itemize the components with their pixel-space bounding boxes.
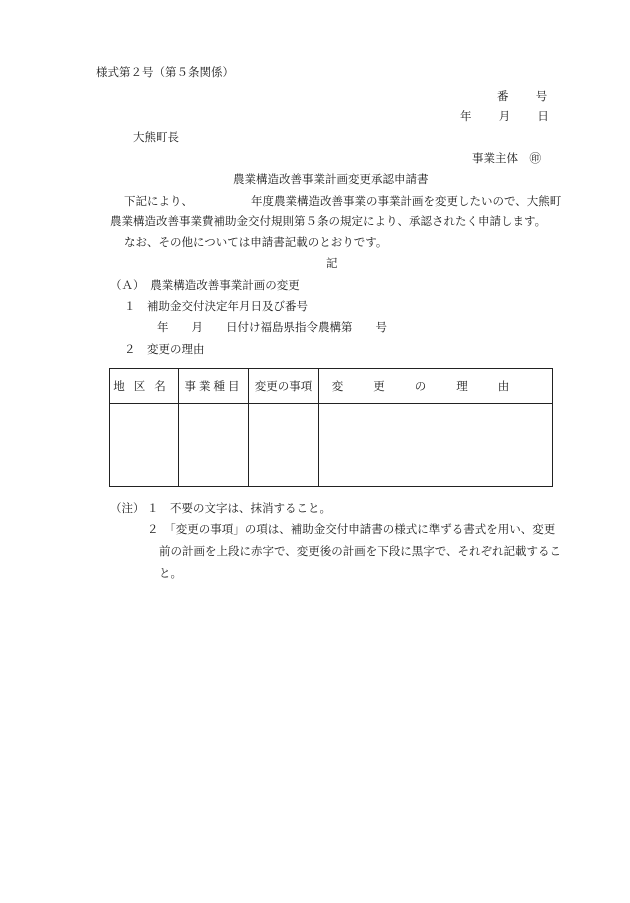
- form-number: 様式第２号（第５条関係）: [96, 65, 234, 79]
- body-line1-prefix: 下記により、: [124, 194, 193, 208]
- item2-label: ２ 変更の理由: [124, 342, 205, 356]
- note-1: １ 不要の文字は、抹消すること。: [147, 501, 331, 515]
- section-a-heading: （Ａ） 農業構造改善事業計画の変更: [110, 278, 300, 292]
- table-row: [110, 404, 553, 487]
- table-header-row: [110, 369, 553, 404]
- item1-label: １ 補助金交付決定年月日及び番号: [124, 299, 308, 313]
- body-line3: なお、その他については申請書記載のとおりです。: [124, 235, 388, 249]
- header-change-reason: 変更の理由: [319, 369, 553, 404]
- item1-detail: 年 月 日付け福島県指令農構第 号: [157, 320, 387, 334]
- notes-label: （注）: [110, 501, 145, 515]
- document-title: 農業構造改善事業計画変更承認申請書: [233, 172, 429, 186]
- cell-change-item: [249, 404, 319, 487]
- change-reason-table: [109, 368, 553, 487]
- ki-heading: 記: [326, 256, 338, 270]
- body-line2: 農業構造改善事業費補助金交付規則第５条の規定により、承認されたく申請します。: [110, 214, 547, 228]
- applicant-label: 事業主体 ㊞: [472, 151, 541, 165]
- header-change-item: 変更の事項: [249, 369, 319, 404]
- body-line1-suffix: 年度農業構造改善事業の事業計画を変更したいので、大熊町: [251, 194, 562, 208]
- date-label: 年 月 日: [460, 109, 551, 123]
- note-2-line2: 前の計画を上段に赤字で、変更後の計画を下段に黒字で、それぞれ記載するこ: [159, 544, 562, 558]
- header-district: 地区名: [110, 369, 179, 404]
- addressee: 大熊町長: [133, 130, 179, 144]
- note-2-line3: と。: [159, 566, 182, 580]
- note-2-line1: ２ 「変更の事項」の項は、補助金交付申請書の様式に準ずる書式を用い、変更: [147, 522, 556, 536]
- number-label: 番 号: [497, 89, 549, 103]
- header-project-type: 事業種目: [179, 369, 249, 404]
- cell-change-reason: [319, 404, 553, 487]
- cell-district: [110, 404, 179, 487]
- cell-project-type: [179, 404, 249, 487]
